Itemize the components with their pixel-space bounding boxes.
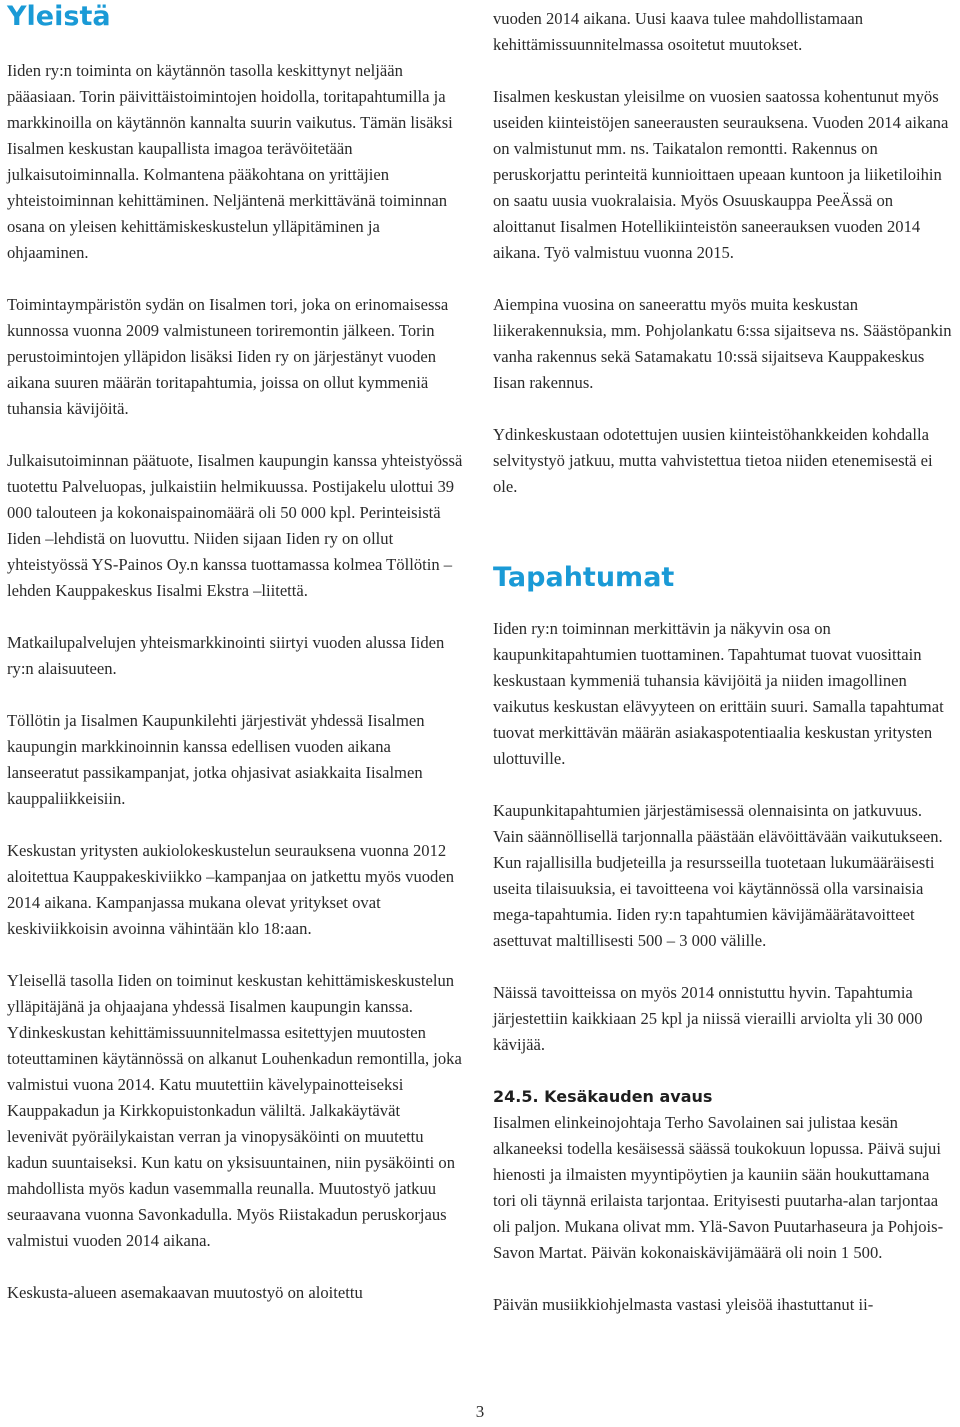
paragraph: Päivän musiikkiohjelmasta vastasi yleisöä ihastuttanut ii-: [493, 1295, 874, 1314]
paragraph: Töllötin ja Iisalmen Kaupunkilehti järjestivät yhdessä Iisalmen kaupungin markkinoinnin kanssa edellisen vuoden aikana lanseeratut passikampanjat, jotka ohjasivat asiakkaita Iisalmen kauppaliikkeisiin.: [7, 711, 425, 808]
section-title-yleista: Yleistä: [7, 1, 111, 32]
page-number: 3: [475, 1402, 485, 1421]
paragraph: Ydinkeskustaan odotettujen uusien kiinteistöhankkeiden kohdalla selvitystyö jatkuu, mutta vahvistettua tietoa niiden etenemisestä ei ole.: [493, 425, 933, 496]
paragraph: Näissä tavoitteissa on myös 2014 onnistuttu hyvin. Tapahtumia järjestettiin kaikkiaan 25 kpl ja niissä vierailli arviolta yli 30 000 kävijää.: [493, 983, 923, 1054]
paragraph: Iisalmen elinkeinojohtaja Terho Savolainen sai julistaa kesän alkaneeksi todella kesäisessä säässä toukokuun lopussa. Päivä sujui hienosti ja ilmaisten myyntipöytien ja kauniin sään houkuttamana tori oli täynnä erilaista tarjontaa. Erityisesti puutarha-alan tarjontaa oli paljon. Mukana olivat mm. Ylä-Savon Puutarhaseura ja Pohjois-Savon Martat. Päivän kokonaiskävijämäärä oli noin 1 500.: [493, 1113, 944, 1262]
paragraph: Iisalmen keskustan yleisilme on vuosien saatossa kohentunut myös useiden kiinteistöjen saneerausten seurauksena. Vuoden 2014 aikana on valmistunut mm. ns. Taikatalon remontti. Rakennus on peruskorjattu perinteitä kunnioittaen upeaan kuntoon ja liiketiloihin on saatu uusia vuokralaisia. Myös Osuuskauppa PeeÄssä on aloittanut Iisalmen Hotellikiinteistön saneerauksen vuoden 2014 aikana. Työ valmistuu vuonna 2015.: [493, 87, 949, 262]
paragraph: Toimintaympäristön sydän on Iisalmen tori, joka on erinomaisessa kunnossa vuonna 2009 valmistuneen toriremontin jälkeen. Torin perustoimintojen ylläpidon lisäksi Iiden ry on järjestänyt vuoden aikana suuren määrän toritapahtumia, joissa on ollut kymmeniä tuhansia kävijöitä.: [7, 295, 449, 418]
paragraph: Iiden ry:n toiminnan merkittävin ja näkyvin osa on kaupunkitapahtumien tuottaminen. Tapahtumat tuovat vuosittain keskustaan kymmeniä tuhansia kävijöitä ja niiden imagollinen vaikutus keskustan elävyyteen on erittäin suuri. Samalla tapahtumat tuovat merkittävän määrän asiakaspotentiaalia keskustan yritysten ulottuville.: [493, 619, 944, 768]
paragraph: Yleisellä tasolla Iiden on toiminut keskustan kehittämiskeskustelun ylläpitäjänä ja ohjaajana yhdessä Iisalmen kaupungin kanssa. Ydinkeskustan kehittämissuunnitelmassa esitettyjen muutosten toteuttaminen käytännössä on alkanut Louhenkadun remontilla, joka valmistui vuona 2014. Katu muutettiin kävelypainotteiseksi Kauppakadun ja Kirkkopuistonkadun väliltä. Jalkakäytävät levenivät pyöräilykaistan verran ja vinopysäköinti on muutettu kadun suuntaiseksi. Kun katu on yksisuuntainen, niin pysäköinti on mahdollista myös kadun vasemmalla reunalla. Muutostyö jatkuu seuraavana vuonna Savonkadulla. Myös Riistakadun peruskorjaus valmistui vuoden 2014 aikana.: [7, 971, 462, 1250]
section-title-tapahtumat: Tapahtumat: [493, 562, 675, 593]
event-heading-kesakauden-avaus: 24.5. Kesäkauden avaus: [493, 1087, 713, 1106]
paragraph: Matkailupalvelujen yhteismarkkinointi siirtyi vuoden alussa Iiden ry:n alaisuuteen.: [7, 633, 445, 678]
paragraph: vuoden 2014 aikana. Uusi kaava tulee mahdollistamaan kehittämissuunnitelmassa osoitetut muutokset.: [493, 9, 864, 54]
paragraph: Julkaisutoiminnan päätuote, Iisalmen kaupungin kanssa yhteistyössä tuotettu Palveluopas, julkaistiin helmikuussa. Postijakelu ulottui 39 000 talouteen ja kokonaispainomäärä oli 50 000 kpl. Perinteisistä Iiden –lehdistä on luovuttu. Niiden sijaan Iiden ry on ollut yhteistyössä YS-Painos Oy.n kanssa tuottamassa kolmea Töllötin –lehden Kauppakeskus Iisalmi Ekstra –liitettä.: [7, 451, 463, 600]
paragraph: Kaupunkitapahtumien järjestämisessä olennaisinta on jatkuvuus. Vain säännöllisellä tarjonnalla päästään elävöittävään vaikutukseen. Kun rajallisilla budjeteilla ja resursseilla tuotetaan lukumääräisesti useita tilaisuuksia, ei tavoitteena voi käytännössä olla varsinaisia mega-tapahtumia. Iiden ry:n tapahtumien kävijämäärätavoitteet asettuvat maltillisesti 500 – 3 000 välille.: [493, 801, 943, 950]
left-column: [7, 0, 465, 1332]
paragraph: Keskustan yritysten aukiolokeskustelun seurauksena vuonna 2012 aloitettua Kauppakeskiviikko –kampanjaa on jatkettu myös vuoden 2014 aikana. Kampanjassa mukana olevat yritykset ovat keskiviikkoisin avoinna vähintään klo 18:aan.: [7, 841, 455, 938]
paragraph: Iiden ry:n toiminta on käytännön tasolla keskittynyt neljään pääasiaan. Torin päivittäistoimintojen hoidolla, toritapahtumilla ja markkinoilla on käytännön kannalta suurin vaikutus. Tämän lisäksi Iisalmen keskustan kaupallista imagoa terävöitetään julkaisutoiminnalla. Kolmantena pääkohtana on yrittäjien yhteistoiminnan kehittäminen. Neljäntenä merkittävänä toiminnan osana on yleisen kehittämiskeskustelun ylläpitäminen ja ohjaaminen.: [7, 61, 453, 262]
paragraph: Aiempina vuosina on saneerattu myös muita keskustan liikerakennuksia, mm. Pohjolankatu 6:ssa sijaitseva ns. Säästöpankin vanha rakennus sekä Satamakatu 10:ssä sijaitseva Kauppakeskus Iisan rakennus.: [493, 295, 952, 392]
right-column: [493, 0, 955, 1344]
paragraph: Keskusta-alueen asemakaavan muutostyö on aloitettu: [7, 1283, 363, 1302]
